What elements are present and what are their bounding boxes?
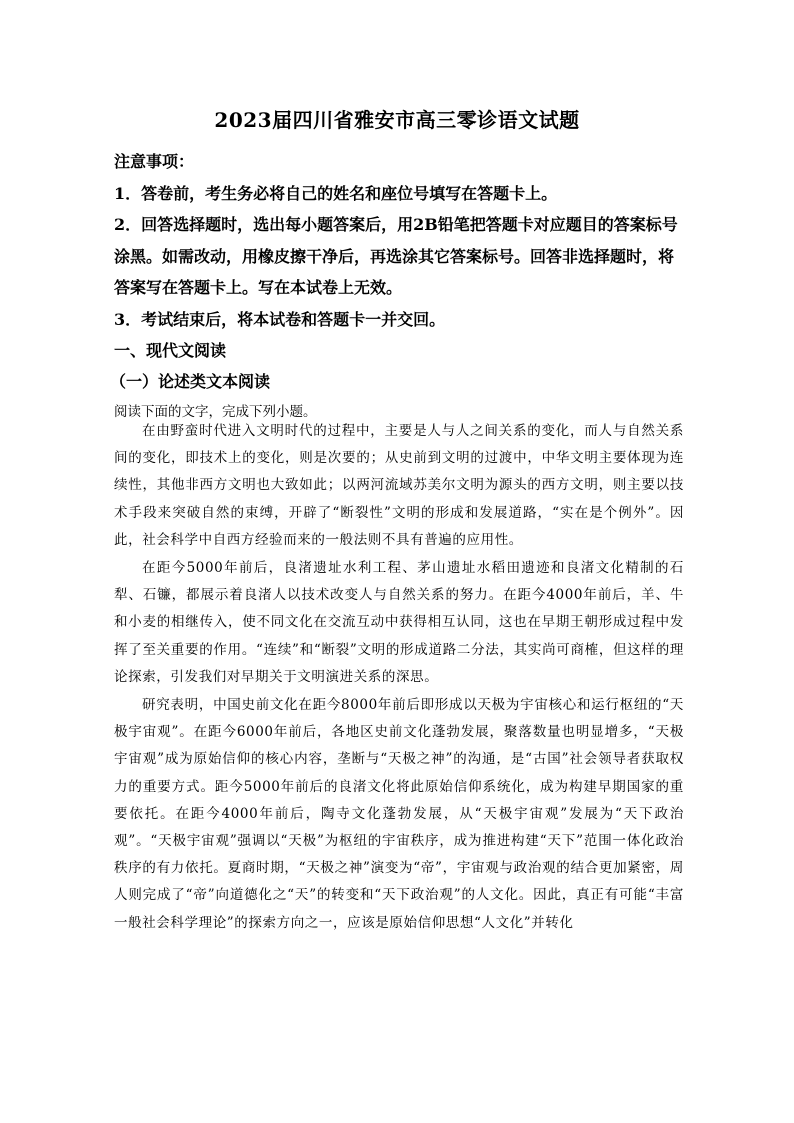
passage-paragraph-3: 研究表明，中国史前文化在距今8000年前后即形成以天极为宇宙核心和运行枢纽的“天极宇宙观”。在距今6000年前后，各地区史前文化蓬勃发展，聚落数量也明显增多，“天极宇宙观”成为原始信仰的核心内容，垄断与“天极之神”的沟通，是“古国”社会领导者获取权力的重要方式。距今5000年前后的良渚文化将此原始信仰系统化，成为构建早期国家的重要依托。在距今4000年前后，陶寺文化蓬勃发展，从“天极宇宙观”发展为“天下政治观”。“天极宇宙观”强调以“天极”为枢纽的宇宙秩序，成为推进构建“天下”范围一体化政治秩序的有力依托。夏商时期，“天极之神”演变为“帝”，宇宙观与政治观的结合更加紧密，周人则完成了“帝”向道德化之“天”的转变和“天下政治观”的人文化。因此，真正有可能“丰富一般社会科学理论”的探索方向之一，应该是原始信仰思想“人文化”并转化 <box>114 697 684 931</box>
notes-heading: 注意事项： <box>114 152 195 171</box>
note-item-1: 1．答卷前，考生务必将自己的姓名和座位号填写在答题卡上。 <box>114 183 558 203</box>
passage-paragraph-1: 在由野蛮时代进入文明时代的过程中，主要是人与人之间关系的变化，而人与自然关系间的变化，即技术上的变化，则是次要的；从史前到文明的过渡中，中华文明主要体现为连续性，其他非西方文明也大致如此；以两河流域苏美尔文明为源头的西方文明，则主要以技术手段来突破自然的束缚，开辟了“断裂性”文明的形成和发展道路，“实在是个例外”。因此，社会科学中自西方经验而来的一般法则不具有普遍的应用性。 <box>114 423 684 548</box>
note-item-3: 3．考试结束后，将本试卷和答题卡一并交回。 <box>114 309 446 329</box>
reading-instruction: 阅读下面的文字，完成下列小题。 <box>114 404 317 420</box>
note-item-2: 2．回答选择题时，选出每小题答案后，用2B铅笔把答题卡对应题目的答案标号涂黑。如需改动，用橡皮擦干净后，再选涂其它答案标号。回答非选择题时，将答案写在答题卡上。写在本试卷上无效。 <box>114 215 678 297</box>
subsection-title: （一）论述类文本阅读 <box>110 372 271 391</box>
document-title: 2023届四川省雅安市高三零诊语文试题 <box>214 108 580 132</box>
reading-passage <box>114 418 684 938</box>
section-title: 一、现代文阅读 <box>114 341 227 360</box>
passage-paragraph-2: 在距今5000年前后，良渚遗址水利工程、茅山遗址水稻田遗迹和良渚文化精制的石犁、石镰，都展示着良渚人以技术改变人与自然关系的努力。在距今4000年前后，羊、牛和小麦的相继传入，使不同文化在交流互动中获得相互认同，这也在早期王朝形成过程中发挥了至关重要的作用。“连续”和“断裂”文明的形成道路二分法，其实尚可商榷，但这样的理论探索，引发我们对早期关于文明演进关系的深思。 <box>114 560 684 685</box>
exam-notes <box>110 146 684 427</box>
